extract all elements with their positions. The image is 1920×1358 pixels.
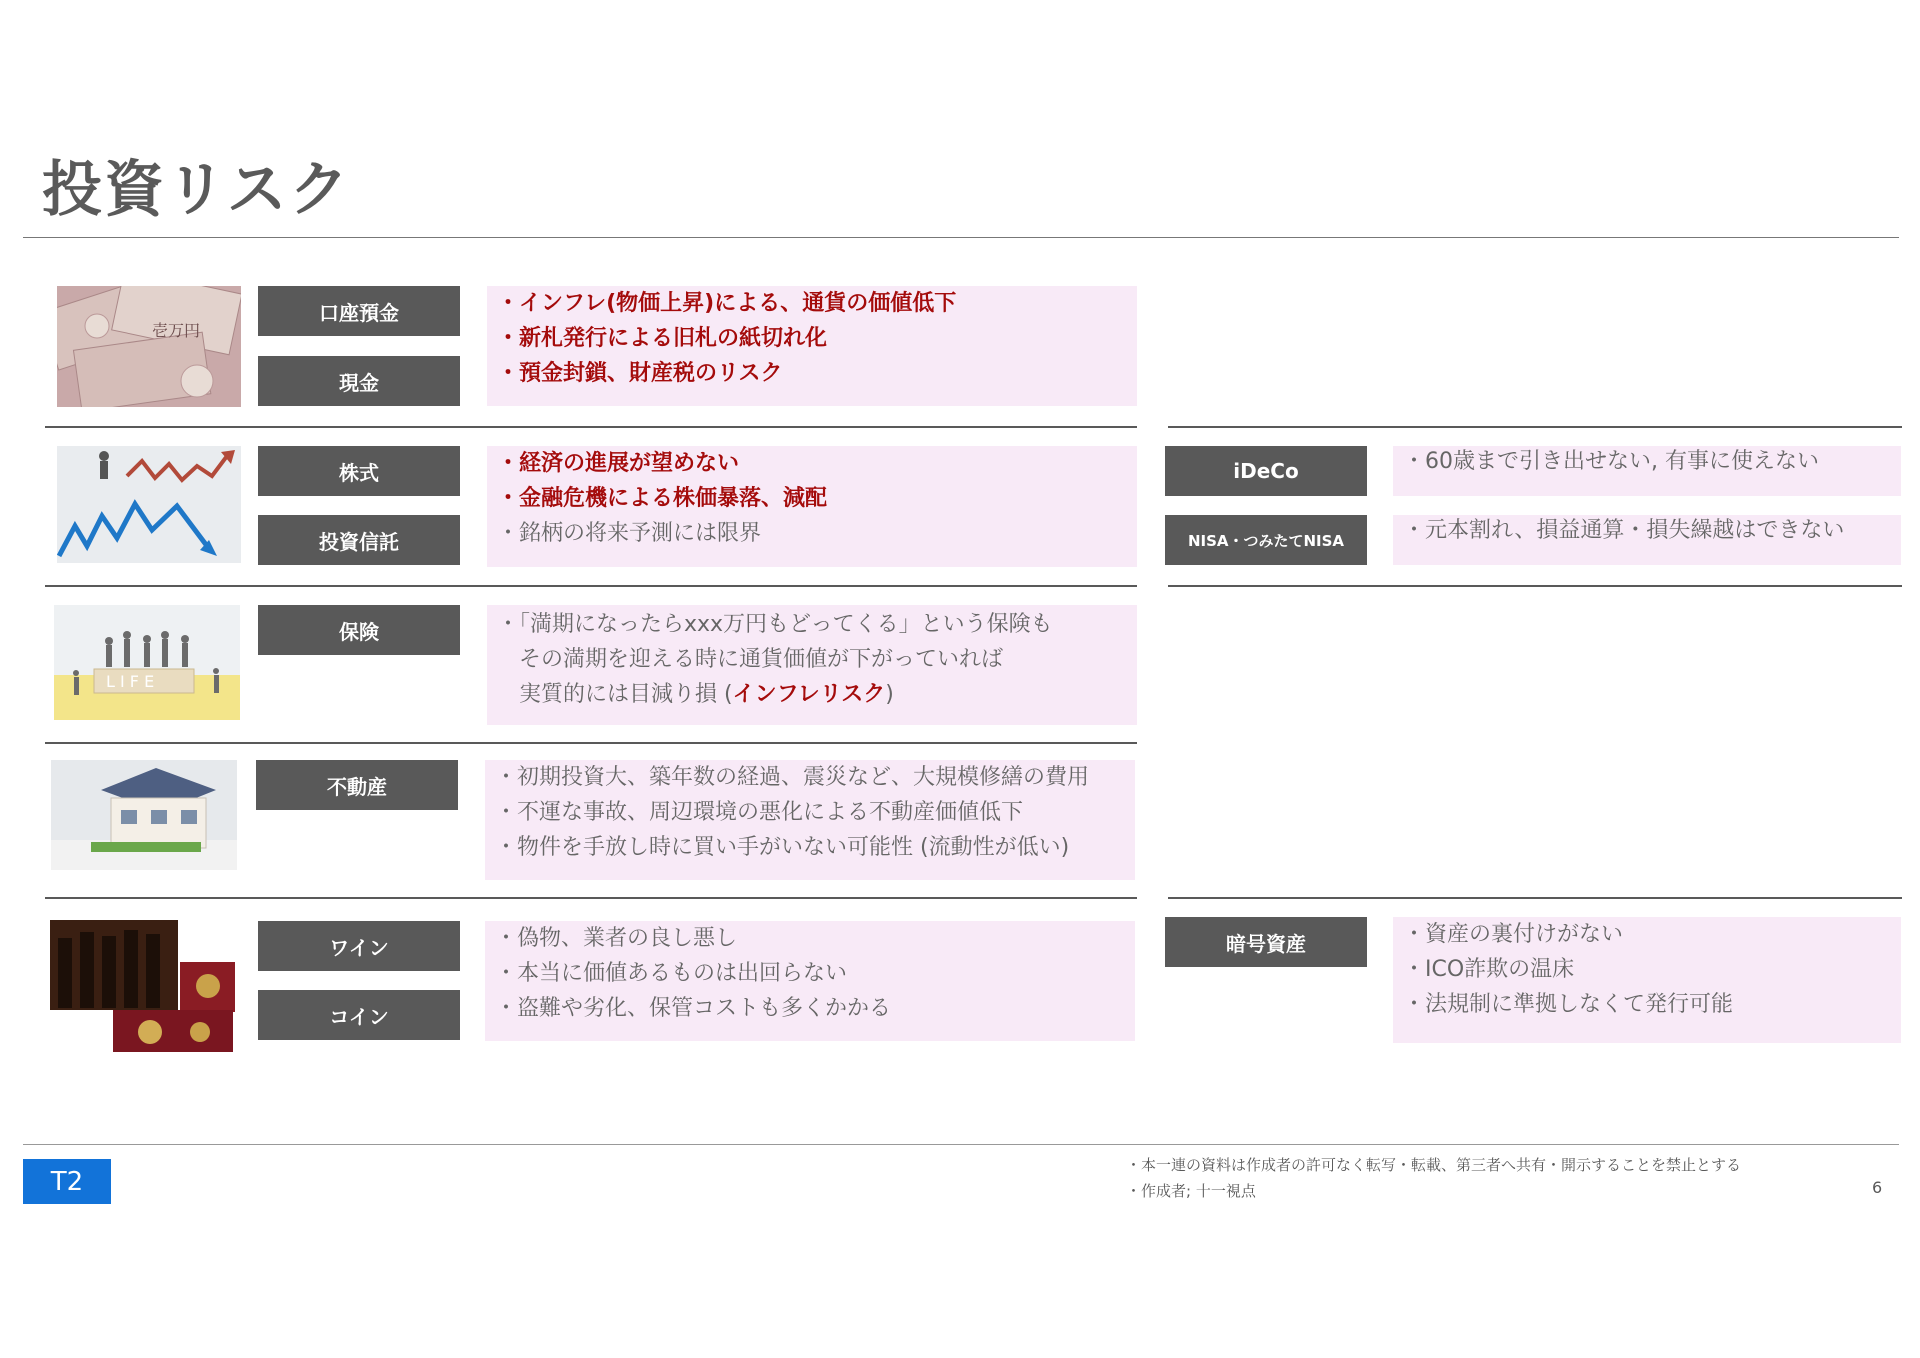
label-investment-trust: 投資信託 xyxy=(258,515,460,565)
risk-line: ・60歳まで引き出せない, 有事に使えない xyxy=(1403,449,1819,474)
footer-author: ・作成者; 十一視点 xyxy=(1126,1182,1256,1200)
page-number: 6 xyxy=(1872,1178,1883,1197)
risk-box-nisa xyxy=(1393,515,1901,565)
risk-line xyxy=(497,677,1127,712)
row-divider xyxy=(45,585,1137,587)
label-real-estate: 不動産 xyxy=(256,760,458,810)
label-crypto: 暗号資産 xyxy=(1165,917,1367,967)
footer-notice: ・本一連の資料は作成者の許可なく転写・転載、第三者へ共有・開示することを禁止とする xyxy=(1126,1156,1742,1174)
risk-box-stocks xyxy=(487,446,1137,567)
label-coin: コイン xyxy=(258,990,460,1040)
risk-line: ・物件を手放し時に買い手がいない可能性 (流動性が低い) xyxy=(495,835,1070,860)
house-model-image xyxy=(51,760,237,870)
risk-box-insurance xyxy=(487,605,1137,725)
label-nisa: NISA・つみたてNISA xyxy=(1165,515,1367,565)
risk-box-wine-coin xyxy=(485,921,1135,1041)
t2-badge: T2 xyxy=(23,1159,111,1204)
row-divider xyxy=(45,426,1137,428)
row-divider xyxy=(1168,426,1902,428)
row-divider xyxy=(45,742,1137,744)
risk-line: ・偽物、業者の良し悪し xyxy=(495,926,738,951)
risk-box-ideco xyxy=(1393,446,1901,496)
risk-line: ・初期投資大、築年数の経過、震災など、大規模修繕の費用 xyxy=(495,765,1090,790)
page-title: 投資リスク xyxy=(42,155,351,225)
risk-line: ・本当に価値あるものは出回らない xyxy=(495,961,848,986)
label-wine: ワイン xyxy=(258,921,460,971)
svg-text:L I F E: L I F E xyxy=(106,672,155,691)
yen-banknotes-image xyxy=(57,286,241,407)
risk-line: ・インフレ(物価上昇)による、通貨の価値低下 xyxy=(497,291,957,316)
risk-line: ・元本割れ、損益通算・損失繰越はできない xyxy=(1403,518,1845,543)
risk-line: ・預金封鎖、財産税のリスク xyxy=(497,361,783,386)
risk-line: ・ICO詐欺の温床 xyxy=(1403,957,1575,982)
life-figures-image xyxy=(54,605,240,720)
label-insurance: 保険 xyxy=(258,605,460,655)
label-bank-deposit: 口座預金 xyxy=(258,286,460,336)
risk-line: その満期を迎える時に通貨価値が下がっていれば xyxy=(497,647,1004,672)
svg-text:壱万円: 壱万円 xyxy=(152,321,201,340)
row-divider xyxy=(1168,585,1902,587)
risk-line: ・新札発行による旧札の紙切れ化 xyxy=(497,326,828,351)
label-ideco: iDeCo xyxy=(1165,446,1367,496)
wine-coin-image xyxy=(50,920,235,1052)
risk-line: ・法規制に準拠しなくて発行可能 xyxy=(1403,992,1734,1017)
risk-line: ・「満期になったらxxx万円もどってくる」という保険も xyxy=(497,612,1053,637)
risk-box-real-estate xyxy=(485,760,1135,880)
risk-line-prefix: 実質的には目減り損 ( xyxy=(497,682,733,707)
risk-box-crypto xyxy=(1393,917,1901,1043)
stock-chart-arrows-image xyxy=(57,446,241,563)
risk-line: ・銘柄の将来予測には限界 xyxy=(497,521,762,546)
footer-divider xyxy=(23,1144,1899,1145)
risk-line: ・不運な事故、周辺環境の悪化による不動産価値低下 xyxy=(495,800,1024,825)
inflation-risk-emphasis: インフレリスク xyxy=(732,682,886,707)
risk-line: ・資産の裏付けがない xyxy=(1403,922,1624,947)
row-divider xyxy=(45,897,1137,899)
label-stocks: 株式 xyxy=(258,446,460,496)
risk-line: ・盗難や劣化、保管コストも多くかかる xyxy=(495,996,892,1021)
label-cash: 現金 xyxy=(258,356,460,406)
risk-line: ・経済の進展が望めない xyxy=(497,451,740,476)
risk-line: ・金融危機による株価暴落、減配 xyxy=(497,486,828,511)
title-divider xyxy=(23,237,1899,238)
risk-line-suffix: ) xyxy=(885,682,894,707)
row-divider xyxy=(1168,897,1902,899)
risk-box-deposit xyxy=(487,286,1137,406)
